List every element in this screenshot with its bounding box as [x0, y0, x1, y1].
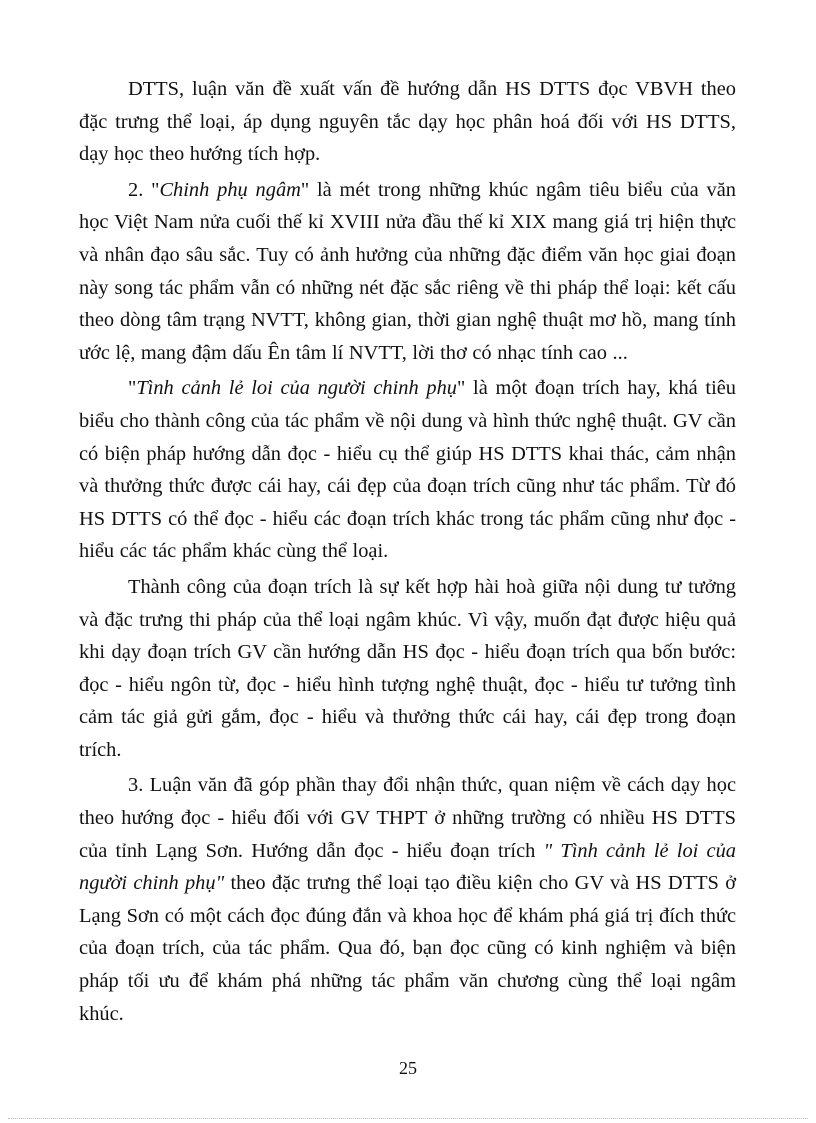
- paragraph-3: [79, 372, 736, 568]
- paragraph-1-text: DTTS, luận văn đề xuất vấn đề hướng dẫn HS DTTS đọc VBVH theo đặc trưng thể loại, áp dụng nguyên tắc dạy học phân hoá đối với HS DTTS, dạy học theo hướng tích hợp.: [79, 78, 736, 166]
- page-number: 25: [399, 1058, 417, 1078]
- document-page: [79, 73, 736, 1033]
- paragraph-3-quote-open: ": [128, 377, 137, 400]
- paragraph-4: [79, 571, 736, 767]
- excerpt-title-quoted: " Tình cảnh lẻ loi của người chinh phụ": [79, 839, 736, 895]
- paragraph-1: [79, 73, 736, 171]
- paragraph-3-text: " là một đoạn trích hay, khá tiêu biểu cho thành công của tác phẩm về nội dung và hình thức nghệ thuật. GV cần có biện pháp hướng dẫn đọc - hiểu cụ thể giúp HS DTTS khai thác, cảm nhận và thưởng thức được cái hay, cái đẹp của đoạn trích cũng như tác phẩm. Từ đó HS DTTS có thể đọc - hiểu các đoạn trích khác trong tác phẩm cũng như đọc - hiểu các tác phẩm khác cùng thể loại.: [79, 377, 736, 563]
- excerpt-title: Tình cảnh lẻ loi của người chinh phụ: [136, 377, 457, 400]
- paragraph-2-text: " là mét trong những khúc ngâm tiêu biểu của văn học Việt Nam nửa cuối thế kỉ XVIII nửa đầu thế kỉ XIX mang giá trị hiện thực và nhân đạo sâu sắc. Tuy có ảnh hưởng của những đặc điểm văn học giai đoạn này song tác phẩm vẫn có những nét đặc sắc riêng về thi pháp thể loại: kết cấu theo dòng tâm trạng NVTT, không gian, thời gian nghệ thuật mơ hồ, mang tính ước lệ, mang đậm dấu Ên tâm lí NVTT, lời thơ có nhạc tính cao ...: [79, 178, 736, 364]
- work-title-chinh-phu-ngam: Chinh phụ ngâm: [159, 178, 301, 201]
- bottom-divider: [8, 1118, 808, 1119]
- paragraph-2: [79, 174, 736, 370]
- paragraph-5: [79, 769, 736, 1030]
- paragraph-5-text-end: theo đặc trưng thể loại tạo điều kiện cho GV và HS DTTS ở Lạng Sơn có một cách đọc đúng đắn và khoa học để khám phá giá trị đích thức của đoạn trích, của tác phẩm. Qua đó, bạn đọc cũng có kinh nghiệm và biện pháp tối ưu để khám phá những tác phẩm văn chương cùng thể loại ngâm khúc.: [79, 872, 736, 1025]
- paragraph-4-text: Thành công của đoạn trích là sự kết hợp hài hoà giữa nội dung tư tưởng và đặc trưng thi pháp của thể loại ngâm khúc. Vì vậy, muốn đạt được hiệu quả khi dạy đoạn trích GV cần hướng dẫn HS đọc - hiểu đoạn trích qua bốn bước: đọc - hiểu ngôn từ, đọc - hiểu hình tượng nghệ thuật, đọc - hiểu tư tưởng tình cảm tác giả gửi gắm, đọc - hiểu và thưởng thức cái hay, cái đẹp trong đoạn trích.: [79, 575, 736, 761]
- paragraph-5-text-start: 3. Luận văn đã góp phần thay đổi nhận thức, quan niệm về cách dạy học theo hướng đọc - hiểu đối với GV THPT ở những trường có nhiều HS DTTS của tỉnh Lạng Sơn. Hướng dẫn đọc - hiểu đoạn trích: [79, 774, 736, 862]
- paragraph-2-number: 2. ": [128, 178, 160, 201]
